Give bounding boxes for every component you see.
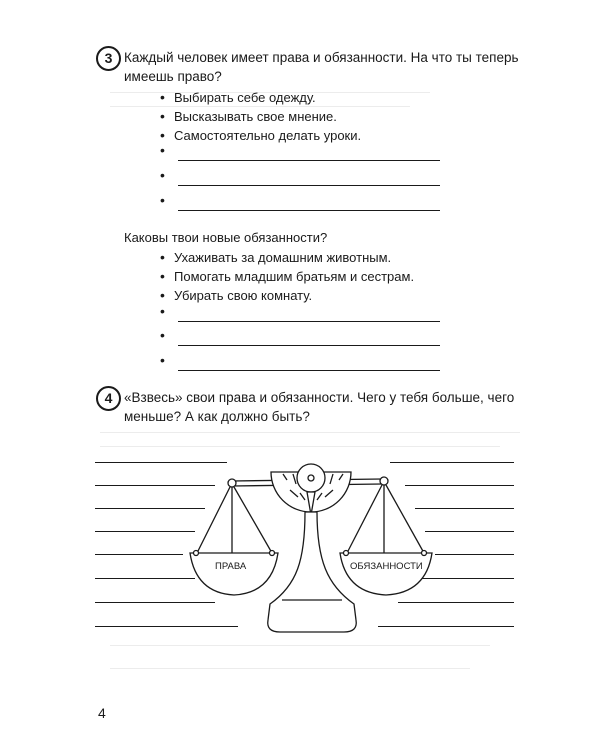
question-4-text-line1: «Взвесь» свои права и обязанности. Чего у тебя больше, чего [124, 390, 515, 405]
duties-question: Каковы твои новые обязанности? [124, 230, 328, 245]
duties-item: • Ухаживать за домашним животным. [160, 248, 414, 267]
page-number: 4 [98, 705, 106, 721]
rights-item: • Высказывать свое мнение. [160, 107, 361, 126]
duties-blank-line[interactable]: • [160, 308, 440, 322]
question-3-text-line1: Каждый человек имеет права и обязанности. На что ты теперь [124, 50, 519, 65]
duties-blank-line[interactable]: • [160, 357, 440, 371]
rights-item: • Выбирать себе одежду. [160, 88, 361, 107]
duties-item: • Помогать младшим братьям и сестрам. [160, 267, 414, 286]
rights-blank-line[interactable]: • [160, 172, 440, 186]
rights-blank-line[interactable]: • [160, 147, 440, 161]
question-number-3: 3 [96, 46, 121, 71]
duties-blank-line[interactable]: • [160, 332, 440, 346]
duties-item: • Убирать свою комнату. [160, 286, 414, 305]
right-pan-label: ОБЯЗАННОСТИ [350, 561, 423, 572]
question-number-4: 4 [96, 386, 121, 411]
rights-blank-line[interactable]: • [160, 197, 440, 211]
rights-item: • Самостоятельно делать уроки. [160, 126, 361, 145]
left-pan-label: ПРАВА [215, 561, 247, 572]
question-4-text-line2: меньше? А как должно быть? [124, 409, 310, 424]
question-3-text-line2: имеешь право? [124, 69, 222, 84]
